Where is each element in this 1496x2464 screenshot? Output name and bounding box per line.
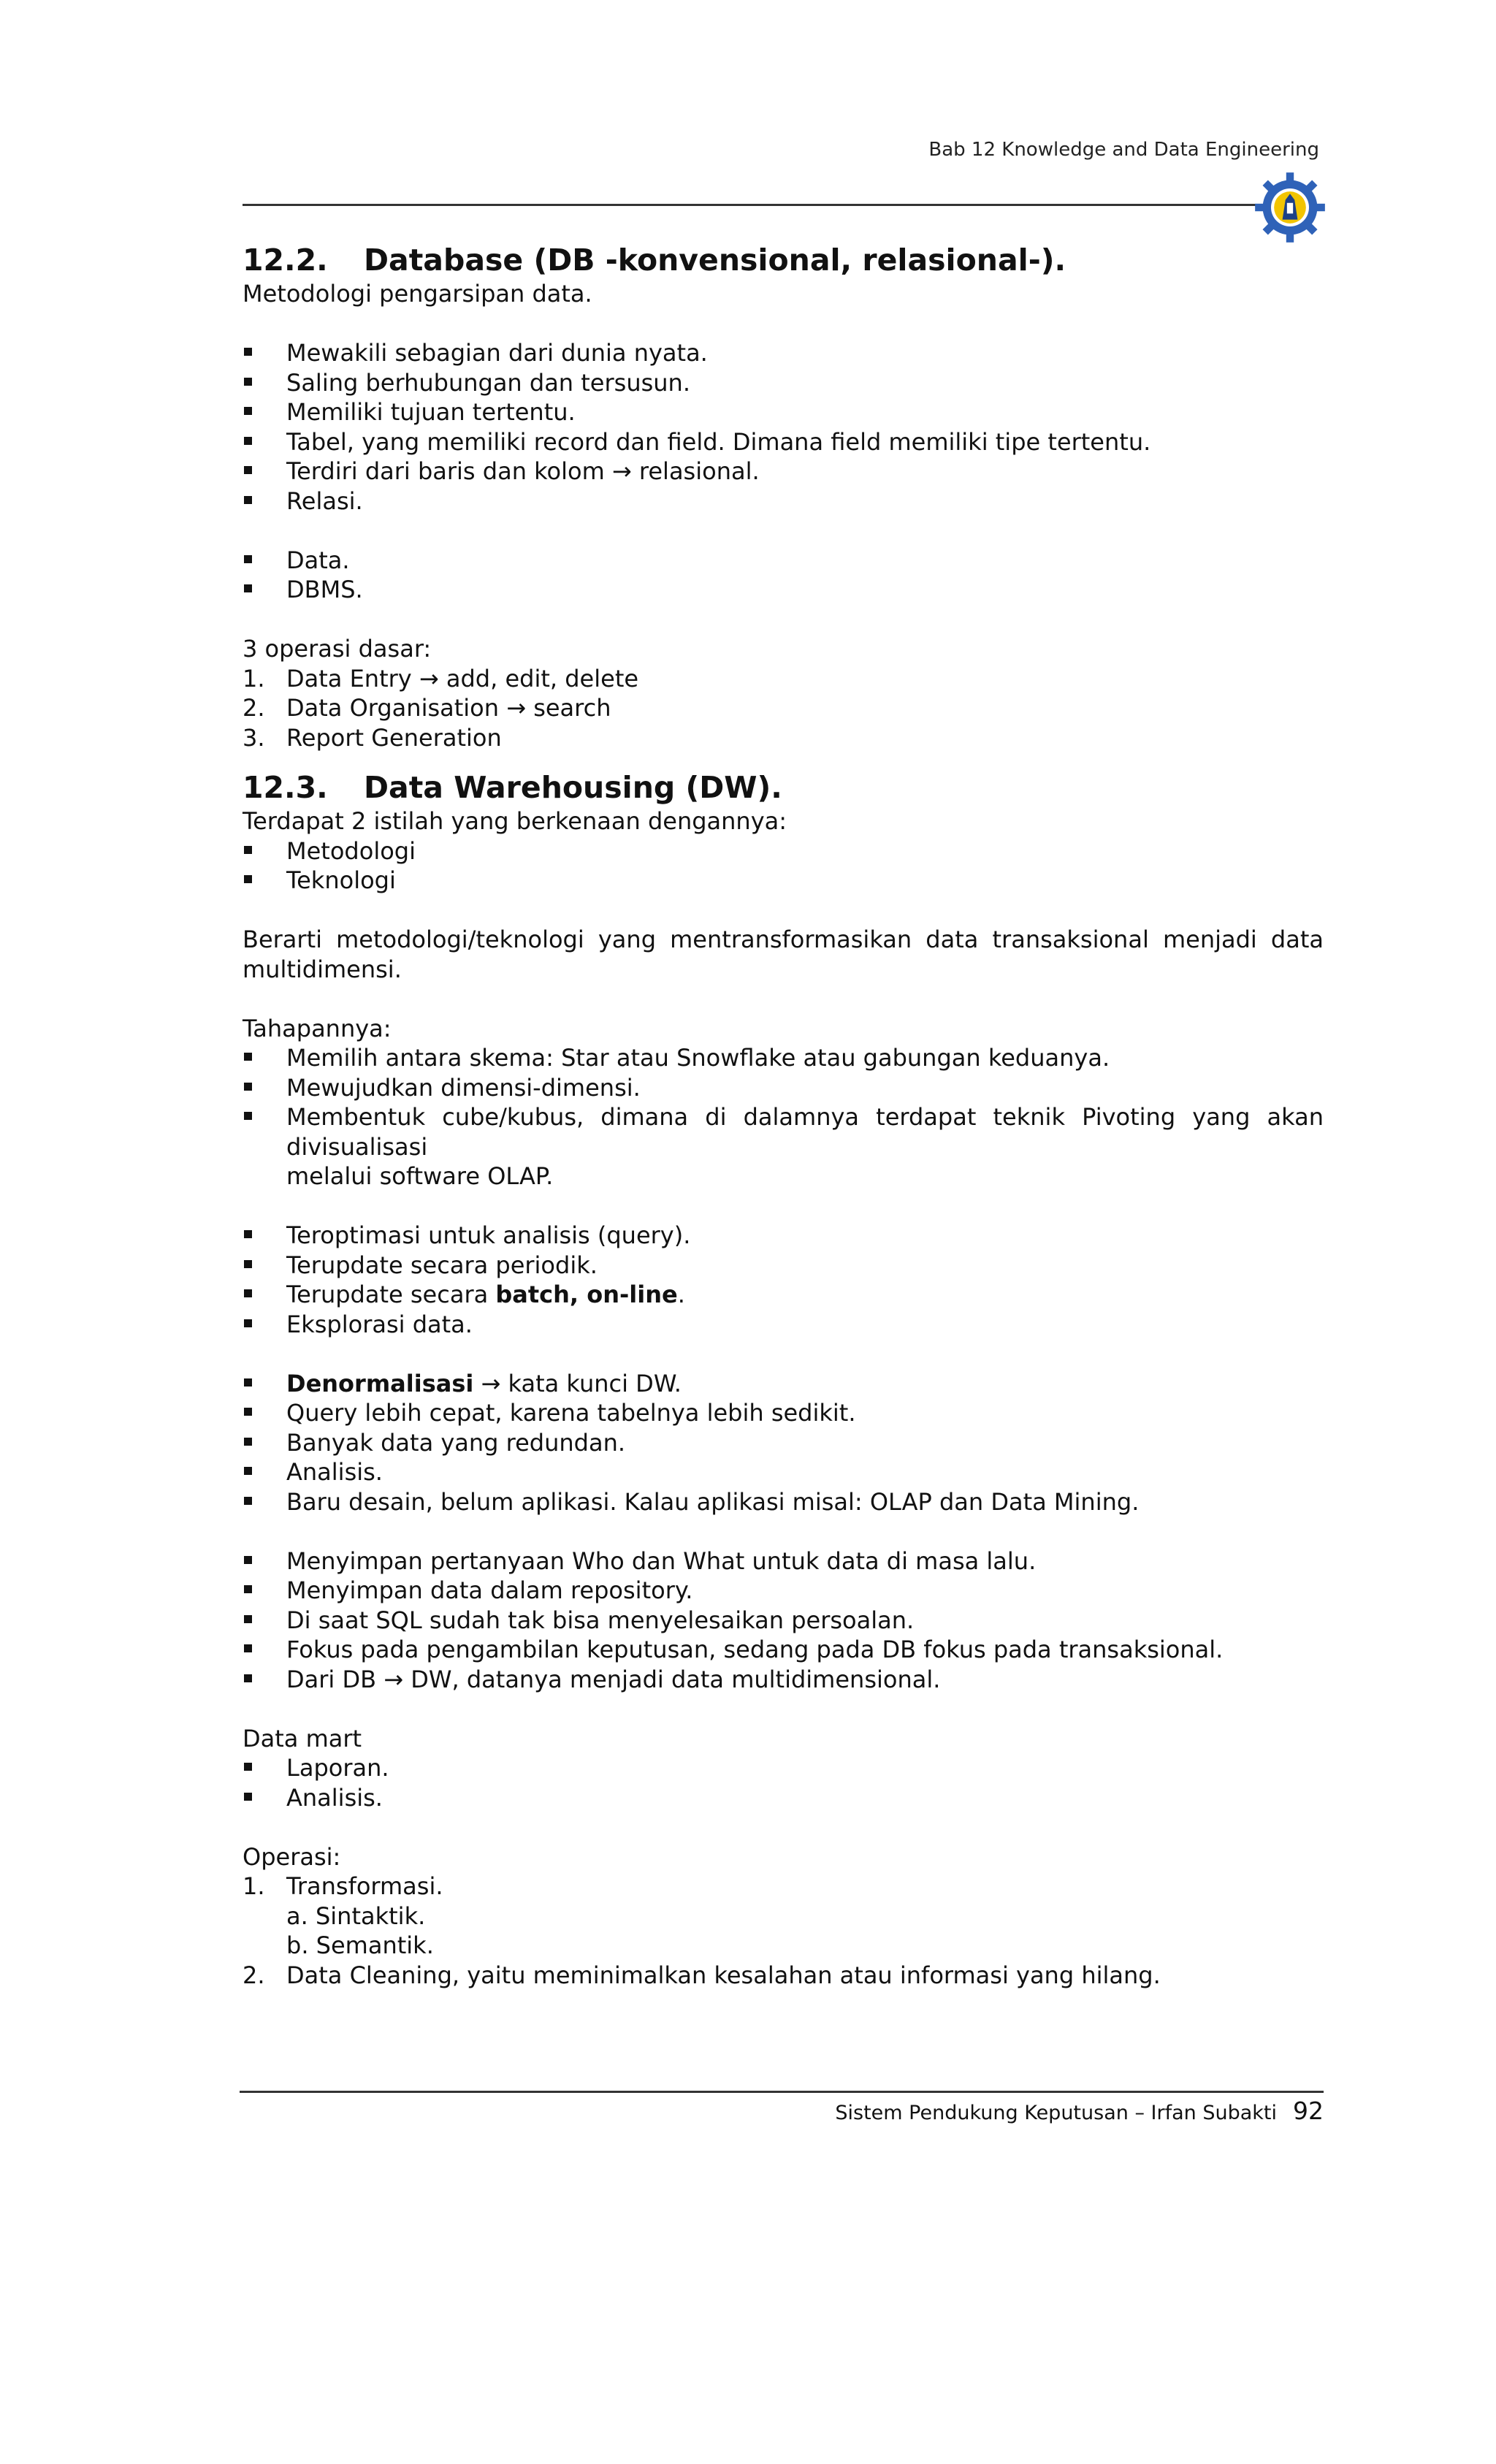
square-bullet-icon (244, 437, 252, 445)
list-item: Mewakili sebagian dari dunia nyata. (243, 338, 1324, 368)
square-bullet-icon (244, 846, 252, 854)
paragraph: Operasi: (243, 1842, 341, 1871)
list-item: Eksplorasi data. (243, 1310, 1324, 1340)
square-bullet-icon (244, 1674, 252, 1682)
square-bullet-icon (244, 1230, 252, 1238)
list-item: Relasi. (243, 487, 1324, 516)
square-bullet-icon (244, 1793, 252, 1801)
list-item: Tabel, yang memiliki record dan field. Dimana field memiliki tipe tertentu. (243, 427, 1324, 457)
square-bullet-icon (244, 1585, 252, 1593)
list-item: Denormalisasi → kata kunci DW. (243, 1369, 1324, 1399)
list-item: 1. Transformasi. (243, 1872, 443, 1900)
footer-text: Sistem Pendukung Keputusan – Irfan Subakti (835, 2102, 1277, 2124)
list-item: 1. Data Entry → add, edit, delete (243, 664, 639, 693)
paragraph: Berarti metodologi/teknologi yang mentransformasikan data transaksional menjadi data (243, 926, 1324, 953)
section-title: Database (DB -konvensional, relasional-). (364, 243, 1066, 278)
square-bullet-icon (244, 407, 252, 415)
list-item: Banyak data yang redundan. (243, 1428, 1324, 1458)
square-bullet-icon (244, 1615, 252, 1623)
square-bullet-icon (244, 1260, 252, 1268)
list-item: Baru desain, belum aplikasi. Kalau aplikasi misal: OLAP dan Data Mining. (243, 1487, 1324, 1517)
list-item: Di saat SQL sudah tak bisa menyelesaikan persoalan. (243, 1606, 1324, 1636)
page-number: 92 (1293, 2097, 1324, 2125)
bullet-list (243, 1043, 1324, 1191)
paragraph: Data mart (243, 1724, 362, 1752)
square-bullet-icon (244, 1083, 252, 1091)
square-bullet-icon (244, 1289, 252, 1297)
section-heading-12-3 (243, 768, 1324, 806)
list-item (243, 1902, 1324, 1931)
paragraph: 3 operasi dasar: (243, 635, 432, 663)
paragraph: Tahapannya: (243, 1014, 392, 1042)
list-item: Dari DB → DW, datanya menjadi data multidimensional. (243, 1665, 1324, 1695)
sub-item: b. Semantik. (286, 1931, 434, 1959)
square-bullet-icon (244, 1763, 252, 1771)
section-heading-12-2 (243, 241, 1324, 279)
list-item: Teroptimasi untuk analisis (query). (243, 1221, 1324, 1251)
square-bullet-icon (244, 496, 252, 504)
list-item: Data. (243, 546, 1324, 576)
list-item: Menyimpan pertanyaan Who dan What untuk data di masa lalu. (243, 1546, 1324, 1576)
square-bullet-icon (244, 1497, 252, 1505)
paragraph: Terdapat 2 istilah yang berkenaan dengannya: (243, 807, 787, 835)
list-item: DBMS. (243, 575, 1324, 605)
list-item: Membentuk cube/kubus, dimana di dalamnya terdapat teknik Pivoting yang akan divisualisasi melalui software OLAP. (243, 1102, 1324, 1191)
list-item: Analisis. (243, 1457, 1324, 1487)
square-bullet-icon (244, 1644, 252, 1652)
square-bullet-icon (244, 1408, 252, 1416)
list-item: Query lebih cepat, karena tabelnya lebih sedikit. (243, 1398, 1324, 1428)
square-bullet-icon (244, 875, 252, 883)
square-bullet-icon (244, 1112, 252, 1120)
bullet-list (243, 836, 1324, 896)
square-bullet-icon (244, 1438, 252, 1446)
square-bullet-icon (244, 348, 252, 356)
list-item: 3. Report Generation (243, 723, 502, 752)
list-item: Terupdate secara periodik. (243, 1251, 1324, 1281)
numbered-list (243, 1872, 1324, 1990)
square-bullet-icon (244, 466, 252, 474)
section-number: 12.2. (243, 243, 328, 278)
square-bullet-icon (244, 1467, 252, 1475)
sub-item: a. Sintaktik. (286, 1902, 426, 1930)
header-divider (243, 204, 1272, 206)
document-page (243, 0, 1324, 2464)
bullet-list (243, 546, 1324, 605)
square-bullet-icon (244, 378, 252, 386)
page-footer (835, 2097, 1324, 2125)
section-number: 12.3. (243, 770, 328, 805)
footer-divider (240, 2091, 1324, 2093)
list-item: 2. Data Cleaning, yaitu meminimalkan kesalahan atau informasi yang hilang. (243, 1961, 1161, 1989)
square-bullet-icon (244, 555, 252, 563)
section-title: Data Warehousing (DW). (364, 770, 782, 805)
list-item: Saling berhubungan dan tersusun. (243, 368, 1324, 398)
gear-logo-icon (1252, 169, 1328, 245)
list-item: Analisis. (243, 1783, 1324, 1813)
bullet-list (243, 1369, 1324, 1517)
bullet-list (243, 1221, 1324, 1339)
list-item: Metodologi (243, 836, 1324, 866)
bullet-list (243, 338, 1324, 516)
running-header: Bab 12 Knowledge and Data Engineering (928, 139, 1319, 161)
list-item: Terupdate secara batch, on-line. (243, 1280, 1324, 1310)
paragraph: Metodologi pengarsipan data. (243, 280, 592, 308)
list-item: Mewujudkan dimensi-dimensi. (243, 1073, 1324, 1103)
list-item: Memiliki tujuan tertentu. (243, 397, 1324, 427)
bullet-list (243, 1753, 1324, 1812)
square-bullet-icon (244, 1556, 252, 1564)
paragraph: multidimensi. (243, 955, 402, 983)
list-item (243, 1931, 1324, 1961)
page-body (243, 241, 1324, 1990)
square-bullet-icon (244, 1378, 252, 1387)
square-bullet-icon (244, 584, 252, 592)
square-bullet-icon (244, 1053, 252, 1061)
list-item: Terdiri dari baris dan kolom → relasional. (243, 457, 1324, 487)
bullet-list (243, 1546, 1324, 1695)
numbered-list (243, 664, 1324, 753)
list-item: 2. Data Organisation → search (243, 694, 611, 722)
square-bullet-icon (244, 1319, 252, 1327)
list-item: Teknologi (243, 866, 1324, 896)
list-item: Menyimpan data dalam repository. (243, 1576, 1324, 1606)
list-item: Memilih antara skema: Star atau Snowflake atau gabungan keduanya. (243, 1043, 1324, 1073)
list-item: Laporan. (243, 1753, 1324, 1783)
list-item: Fokus pada pengambilan keputusan, sedang pada DB fokus pada transaksional. (243, 1635, 1324, 1665)
